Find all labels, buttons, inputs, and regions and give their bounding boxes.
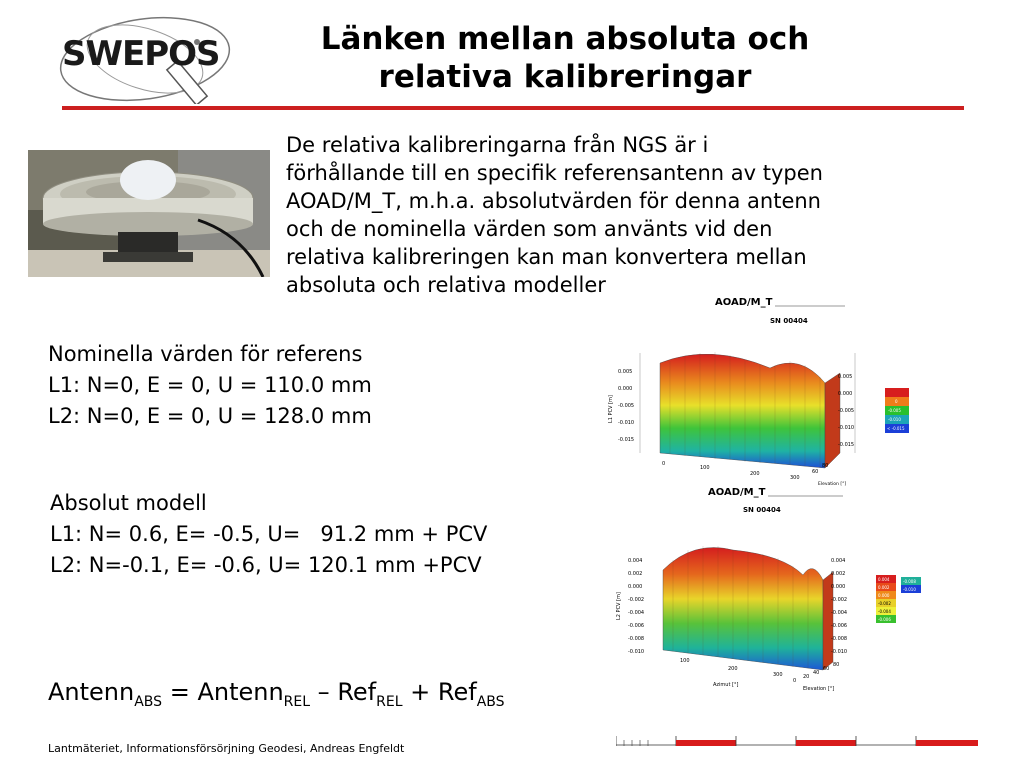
plot1-serial: SN 00404 [770, 317, 808, 325]
plot2-ylabel: L2 PCV [m] [616, 592, 622, 620]
plot2-left-tick-5: -0.006 [628, 623, 645, 629]
plot2-legend-2: 0.000 [878, 593, 890, 598]
nominal-l1: L1: N=0, E = 0, U = 110.0 mm [48, 373, 372, 397]
plot1-xlabel2: Elevation [°] [818, 482, 847, 487]
plot2-right-tick-7: -0.010 [831, 649, 848, 655]
plot1-bottom-tick-5: 80 [822, 463, 829, 469]
title-line-2: relativa kalibreringar [378, 59, 752, 95]
formula-ref-abs: Ref [437, 678, 477, 706]
formula-antenn-rel: Antenn [197, 678, 284, 706]
swepos-logo-text: SWEPOS [62, 34, 220, 74]
plot2-bottom-tick-0: 100 [680, 658, 690, 664]
nominal-values-block [48, 339, 372, 432]
formula-plus: + [402, 678, 438, 706]
plot2-left-tick-2: 0.000 [628, 584, 643, 590]
formula-ref-rel: Ref [337, 678, 377, 706]
plot2-left-tick-7: -0.010 [628, 649, 645, 655]
antenna-photo [28, 150, 270, 277]
plot1-left-tick-1: 0.000 [618, 386, 633, 392]
plot2-right-tick-1: 0.002 [831, 571, 846, 577]
plot2-right-tick-6: -0.008 [831, 636, 848, 642]
plot1-right-tick-4: -0.015 [838, 442, 855, 448]
absolute-heading: Absolut modell [50, 491, 207, 515]
plot2-title: AOAD/M_T [708, 487, 766, 498]
plot2-right-tick-0: 0.004 [831, 558, 846, 564]
plot2-left-tick-0: 0.004 [628, 558, 643, 564]
formula-sub-ref-rel: REL [376, 693, 403, 710]
plot2-bottom-tick-4: 20 [803, 674, 810, 680]
plot1-bottom-tick-3: 300 [790, 475, 800, 481]
plot1-legend-1: 0 [895, 399, 898, 404]
plot1-bottom-tick-1: 100 [700, 465, 710, 471]
plot2-bottom-tick-1: 200 [728, 666, 738, 672]
nominal-l2: L2: N=0, E = 0, U = 128.0 mm [48, 404, 372, 428]
intro-line-1: De relativa kalibreringarna från NGS är i [286, 133, 709, 157]
l2-pcv-plot [598, 480, 958, 722]
absolute-model-block [50, 488, 487, 581]
plot1-left-tick-2: -0.005 [618, 403, 635, 409]
plot2-left-tick-4: -0.004 [628, 610, 645, 616]
absolute-l1: L1: N= 0.6, E= -0.5, U= 91.2 mm + PCV [50, 522, 488, 546]
plot2-bottom-tick-6: 60 [823, 666, 830, 672]
plot2-right-tick-3: -0.002 [831, 597, 848, 603]
plot2-legend-4: -0.004 [878, 609, 891, 614]
plot2-bottom-tick-7: 80 [833, 662, 840, 668]
intro-line-6: absoluta och relativa modeller [286, 273, 606, 297]
formula-minus: – [310, 678, 338, 706]
intro-line-5: relativa kalibreringen kan man konvertera mellan [286, 245, 807, 269]
conversion-formula [48, 678, 505, 710]
plot2-xlabel: Azimut [°] [713, 682, 739, 688]
intro-paragraph [286, 131, 966, 299]
plot2-left-tick-3: -0.002 [628, 597, 645, 603]
absolute-l2: L2: N=-0.1, E= -0.6, U= 120.1 mm +PCV [50, 553, 482, 577]
plot1-bottom-tick-2: 200 [750, 471, 760, 477]
page-title [260, 20, 870, 96]
plot2-legend-6: -0.008 [903, 579, 916, 584]
nominal-heading: Nominella värden för referens [48, 342, 363, 366]
plot1-right-tick-2: -0.005 [838, 408, 855, 414]
plot2-left-tick-1: 0.002 [628, 571, 643, 577]
decorative-ruler-strip [616, 736, 978, 746]
plot1-right-tick-1: 0.000 [838, 391, 853, 397]
plot2-serial: SN 00404 [743, 506, 781, 514]
plot2-left-tick-6: -0.008 [628, 636, 645, 642]
plot2-bottom-tick-3: 0 [793, 678, 797, 684]
formula-equals: = [162, 678, 198, 706]
title-rule [62, 106, 964, 110]
plot2-legend-5: -0.006 [878, 617, 891, 622]
plot2-right-tick-5: -0.006 [831, 623, 848, 629]
plot1-legend-3: -0.010 [888, 417, 901, 422]
intro-line-2: förhållande till en specifik referensantenn av typen [286, 161, 823, 185]
plot1-left-tick-4: -0.015 [618, 437, 635, 443]
formula-antenn-abs: Antenn [48, 678, 135, 706]
plot2-legend-0: 0.004 [878, 577, 890, 582]
title-line-1: Länken mellan absoluta och [320, 21, 810, 57]
l1-pcv-plot [600, 293, 960, 493]
plot1-legend [885, 388, 909, 433]
plot1-title: AOAD/M_T [715, 297, 773, 308]
plot2-legend-1: 0.002 [878, 585, 890, 590]
plot2-bottom-tick-5: 40 [813, 670, 820, 676]
plot1-right-tick-3: -0.010 [838, 425, 855, 431]
plot1-bottom-tick-4: 60 [812, 469, 819, 475]
intro-line-3: AOAD/M_T, m.h.a. absolutvärden för denna antenn [286, 189, 821, 213]
plot1-bottom-tick-0: 0 [662, 461, 666, 467]
plot2-bottom-tick-2: 300 [773, 672, 783, 678]
plot1-ylabel: L1 PCV [m] [608, 395, 614, 423]
formula-sub-ref-abs: ABS [476, 693, 505, 710]
plot1-right-tick-0: 0.005 [838, 374, 853, 380]
formula-sub-abs: ABS [134, 693, 163, 710]
plot1-legend-2: -0.005 [888, 408, 901, 413]
plot2-xlabel2: Elevation [°] [803, 686, 835, 692]
plot2-legend [876, 575, 921, 623]
plot1-legend-4: < -0.015 [887, 426, 905, 431]
intro-line-4: och de nominella värden som använts vid den [286, 217, 773, 241]
footer-credit: Lantmäteriet, Informationsförsörjning Geodesi, Andreas Engfeldt [48, 742, 405, 755]
plot1-left-tick-0: 0.005 [618, 369, 633, 375]
plot2-right-tick-2: 0.000 [831, 584, 846, 590]
formula-sub-rel: REL [283, 693, 311, 710]
plot2-right-tick-4: -0.004 [831, 610, 848, 616]
plot2-legend-7: -0.010 [903, 587, 916, 592]
plot1-left-tick-3: -0.010 [618, 420, 635, 426]
plot2-legend-3: -0.002 [878, 601, 891, 606]
